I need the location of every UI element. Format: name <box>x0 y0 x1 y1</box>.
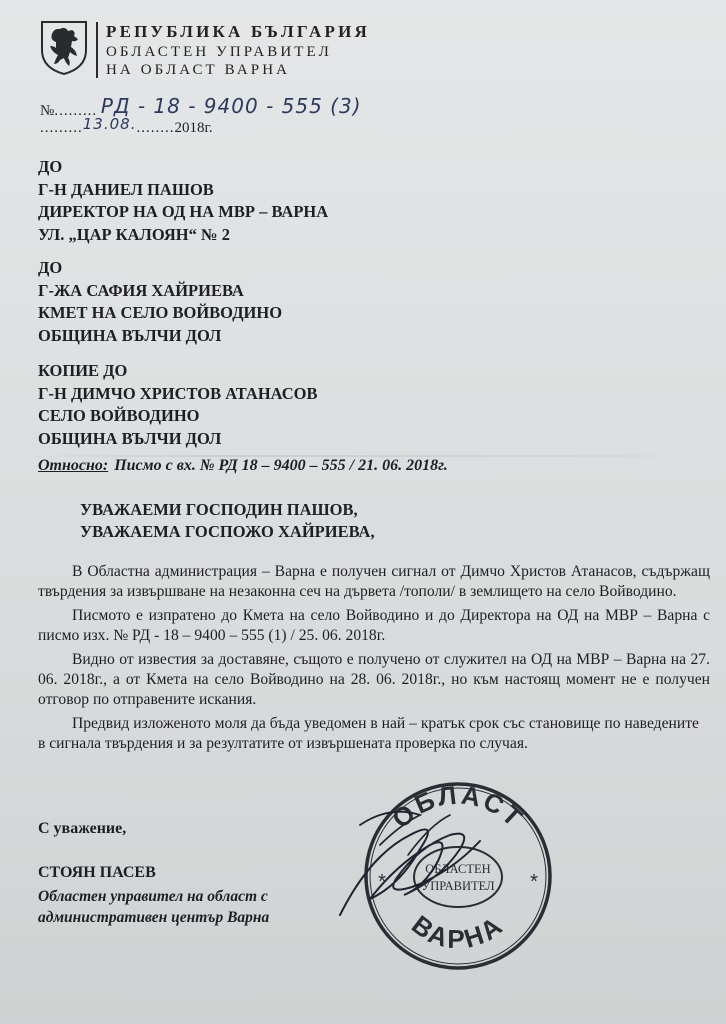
handwritten-date: 13.08. <box>82 115 137 133</box>
lion-emblem-icon <box>38 20 90 76</box>
addressee-line: ДО <box>38 157 63 176</box>
stamp-top-text: ОБЛАСТ <box>385 779 531 835</box>
salutation-line-2: УВАЖАЕМА ГОСПОЖО ХАЙРИЕВА, <box>80 522 375 541</box>
stamp-center-line-1: ОБЛАСТЕН <box>425 862 491 876</box>
addressee-line: ОБЩИНА ВЪЛЧИ ДОЛ <box>38 428 222 448</box>
letterhead-divider <box>96 22 98 78</box>
registration-number: №......... РД - 18 - 9400 - 555 (3) <box>40 94 362 119</box>
handwritten-number: РД - 18 - 9400 - 555 (3) <box>100 94 362 118</box>
subject-text: Писмо с вх. № РД 18 – 9400 – 555 / 21. 06. 2018г. <box>114 457 448 474</box>
addressee-line: ОБЩИНА ВЪЛЧИ ДОЛ <box>38 325 222 345</box>
letterhead-region: НА ОБЛАСТ ВАРНА <box>106 62 291 78</box>
salutation-line-1: УВАЖАЕМИ ГОСПОДИН ПАШОВ, <box>80 500 358 519</box>
addressee-block-copy <box>38 360 318 450</box>
addressee-line: УЛ. „ЦАР КАЛОЯН“ № 2 <box>38 224 230 244</box>
addressee-line: КМЕТ НА СЕЛО ВОЙВОДИНО <box>38 303 283 322</box>
addressee-line: СЕЛО ВОЙВОДИНО <box>38 406 200 425</box>
addressee-block-director <box>38 156 328 246</box>
subject-line <box>38 457 448 475</box>
stamp-star-left: * <box>378 871 386 893</box>
addressee-line: Г-Н ДАНИЕЛ ПАШОВ <box>38 179 214 199</box>
letter-body <box>38 562 710 758</box>
stamp-bottom-text: ВАРНА <box>406 909 510 955</box>
body-paragraph: Писмото е изпратено до Кмета на село Войводино и до Директора на ОД на МВР – Варна с писмо изх. № РД - 18 – 9400 – 555 (1) / 25. 06. 2018г. <box>38 607 710 644</box>
body-paragraph: Предвид изложеното моля да бъда уведомен в най – кратък срок със становище по наведените в сигнала твърдения и за резултатите от извършената проверка по случая. <box>38 715 699 752</box>
registration-date: .........13.08.........2018г. <box>40 115 213 136</box>
addressee-block-mayor <box>38 257 282 347</box>
addressee-line: КОПИЕ ДО <box>38 361 128 380</box>
addressee-line: Г-ЖА САФИЯ ХАЙРИЕВА <box>38 280 244 300</box>
closing-phrase: С уважение, <box>38 820 127 837</box>
letterhead-office: ОБЛАСТЕН УПРАВИТЕЛ <box>106 44 332 60</box>
addressee-line: ДИРЕКТОР НА ОД НА МВР – ВАРНА <box>38 202 329 221</box>
stamp-star-right: * <box>530 871 538 893</box>
addressee-line: ДО <box>38 258 63 277</box>
handwritten-signature <box>300 795 530 935</box>
stamp-center-line-2: УПРАВИТЕЛ <box>421 879 495 893</box>
signer-name: СТОЯН ПАСЕВ <box>38 864 156 881</box>
body-paragraph: В Областна администрация – Варна е получен сигнал от Димчо Христов Атанасов, съдържащ твърдения за извършване на незаконна сеч на дървета /тополи/ в землището на село Войводино. <box>38 563 710 600</box>
body-paragraph: Видно от известия за доставяне, същото е получено от служител на ОД на МВР – Варна на 27. 06. 2018г., а от Кмета на село Войводино на 28. 06. 2018г., но към настоящ момент не е получен отговор по отправените искания. <box>38 651 710 708</box>
letterhead-country: РЕПУБЛИКА БЪЛГАРИЯ <box>106 22 370 41</box>
addressee-line: Г-Н ДИМЧО ХРИСТОВ АТАНАСОВ <box>38 383 318 403</box>
signer-title: Областен управител на област с административен център Варна <box>38 888 270 926</box>
subject-label: Относно: <box>38 457 109 474</box>
